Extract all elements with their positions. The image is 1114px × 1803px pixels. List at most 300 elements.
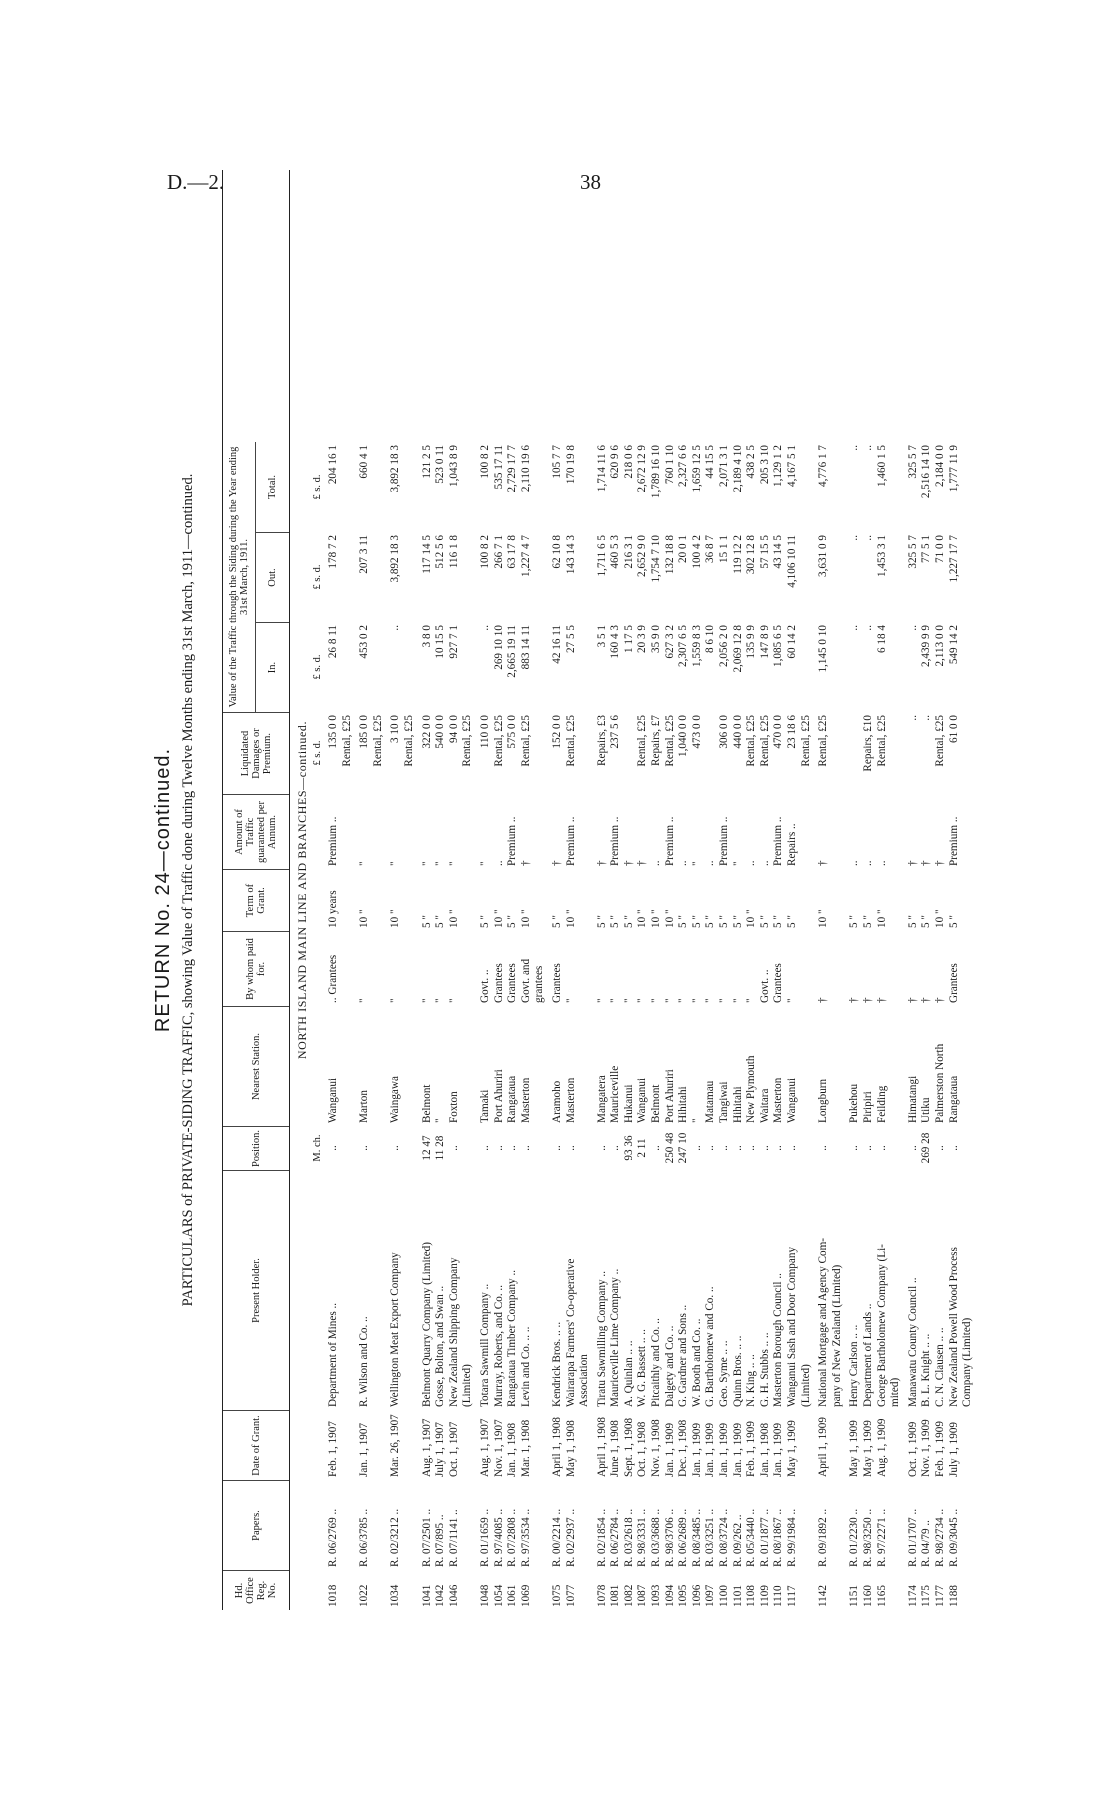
cell-date: Oct. 1, 1909	[906, 1421, 919, 1477]
cell-amount: Premium ..	[663, 816, 676, 866]
cell-pos: ..	[772, 1145, 785, 1151]
cell-station: Masterton	[564, 1077, 577, 1123]
cell-term: 5 "	[920, 915, 933, 928]
cell-tot: 760 1 10	[663, 445, 676, 485]
cell-holder: N. King .. ..	[745, 1354, 758, 1407]
cell-reg: 1160	[861, 1585, 874, 1607]
cell-pos: ..	[478, 1145, 491, 1151]
table-row	[862, 170, 876, 1610]
cell-term: 5 "	[690, 915, 703, 928]
cell-pos	[800, 1126, 814, 1170]
cell-date: Mar. 1, 1908	[519, 1419, 532, 1477]
cell-holder: C. N. Clausen .. ..	[933, 1327, 946, 1407]
cell-pos: ..	[690, 1145, 703, 1151]
cell-in	[403, 622, 417, 712]
cell-station: Belmont	[420, 1084, 433, 1123]
cell-papers: R. 06/2769 ..	[327, 1508, 339, 1567]
cell-in: 26 8 11	[327, 625, 339, 659]
cell-papers: R. 09/262 ..	[731, 1514, 744, 1567]
table-row	[434, 170, 448, 1610]
cell-tot: 2,516 14 10	[920, 445, 933, 499]
table-title: PARTICULARS of PRIVATE-SIDING TRAFFIC, showing Value of Traffic done during Twelve Months ending 31st March, 1911—continued.	[180, 473, 196, 1307]
cell-amount: Premium ..	[506, 816, 519, 866]
cell-tot: 205 3 10	[758, 445, 771, 485]
cell-reg: 1069	[519, 1584, 532, 1607]
unit-out: £ s. d.	[312, 564, 323, 590]
cell-station	[403, 1006, 417, 1126]
table-row	[876, 170, 890, 1610]
cell-papers: R. 08/3724 ..	[718, 1508, 731, 1567]
cell-term: 5 "	[434, 915, 447, 928]
cell-term: 10 "	[875, 909, 888, 928]
cell-holder: Wairarapa Farmers' Co-operative	[564, 1258, 577, 1407]
cell-holder: G. H. Stubbs .. ..	[758, 1332, 771, 1407]
cell-reg: 1094	[663, 1584, 676, 1607]
cell-tot	[372, 442, 386, 532]
table-row	[493, 170, 507, 1610]
cell-amount: "	[389, 861, 402, 866]
cell-liq: 1,040 0 0	[677, 715, 690, 757]
cell-tot: 218 0 6	[622, 445, 635, 479]
cell-term: 10 "	[358, 909, 371, 928]
cell-station	[800, 1006, 814, 1126]
cell-term	[800, 869, 814, 931]
cell-out: 1,754 7 10	[650, 535, 663, 583]
cell-pos: ..	[506, 1145, 519, 1151]
table-row	[817, 170, 831, 1610]
cell-station	[461, 1006, 475, 1126]
cell-amount: †	[817, 860, 830, 866]
cell-paid: "	[389, 998, 402, 1003]
cell-pos: ..	[327, 1145, 339, 1151]
cell-out: 325 5 7	[906, 535, 919, 569]
cell-holder: Manawatu County Council ..	[906, 1277, 919, 1407]
cell-tot: 170 19 8	[564, 445, 577, 485]
cell-liq: Rental, £25	[799, 715, 812, 767]
cell-station	[578, 1006, 592, 1126]
cell-tot	[578, 442, 592, 532]
cell-station: Port Ahuriri	[492, 1069, 505, 1123]
cell-reg: 1077	[564, 1584, 577, 1607]
cell-station	[341, 1006, 355, 1126]
table-row	[389, 170, 403, 1610]
cell-in	[961, 622, 975, 712]
cell-in: 10 15 5	[434, 625, 447, 659]
cell-date	[961, 1410, 975, 1480]
cell-reg: 1087	[636, 1584, 649, 1607]
cell-out	[961, 532, 975, 622]
cell-holder: Quinn Bros. .. ..	[731, 1335, 744, 1407]
cell-tot: 121 2 5	[420, 445, 433, 479]
cell-date: Aug. 1, 1907	[420, 1418, 433, 1477]
cell-amount: †	[595, 860, 608, 866]
cell-station: Wanganui	[786, 1077, 798, 1123]
cell-amount: †	[622, 860, 635, 866]
traffic-table	[222, 170, 975, 1610]
cell-out	[461, 532, 475, 622]
cell-paid: Grantees	[506, 963, 519, 1003]
cell-station: Himatangi	[906, 1075, 919, 1123]
cell-liq: 3 10 0	[389, 715, 402, 743]
cell-holder	[372, 1170, 386, 1410]
cell-reg	[372, 1570, 386, 1610]
cell-amount	[403, 794, 417, 869]
row-group	[421, 170, 475, 1610]
cell-holder: W. Booth and Co. ..	[690, 1318, 703, 1407]
cell-date: Jan. 1, 1908	[758, 1422, 771, 1477]
cell-tot: 620 9 6	[609, 445, 622, 479]
cell-papers: R. 06/2784 ..	[609, 1508, 622, 1567]
cell-amount: Premium ..	[718, 816, 731, 866]
cell-in: 135 9 9	[745, 625, 758, 659]
cell-amount	[341, 794, 355, 869]
cell-holder: Henry Carlson .. ..	[848, 1324, 861, 1407]
cell-holder: A. Quinlan .. ..	[622, 1340, 635, 1407]
cell-reg: 1041	[420, 1584, 433, 1607]
cell-term: 10 "	[492, 909, 505, 928]
cell-term	[533, 869, 547, 931]
cell-pos: ..	[447, 1145, 460, 1151]
cell-in: 1,559 8 3	[690, 625, 703, 667]
cell-reg: 1054	[492, 1584, 505, 1607]
cell-paid: "	[434, 998, 447, 1003]
cell-amount: ..	[492, 860, 505, 866]
cell-amount: ..	[677, 860, 690, 866]
cell-out: 512 5 6	[434, 535, 447, 569]
cell-holder: R. Wilson and Co. ..	[358, 1316, 371, 1407]
cell-date: Mar. 26, 1907	[389, 1414, 402, 1477]
cell-reg: 1165	[875, 1585, 888, 1607]
cell-paid: Govt. and	[519, 958, 532, 1003]
cell-liq	[889, 712, 903, 794]
cell-reg: 1082	[622, 1584, 635, 1607]
cell-date: Jan. 1, 1909	[690, 1422, 703, 1477]
cell-out: 1,227 17 7	[947, 535, 960, 583]
cell-liq: 470 0 0	[772, 715, 785, 749]
cell-date: May 1, 1909	[786, 1420, 798, 1477]
cell-papers	[578, 1480, 592, 1570]
cell-paid	[889, 931, 903, 1006]
cell-out: 116 1 8	[447, 535, 460, 569]
cell-paid: "	[650, 998, 663, 1003]
cell-amount: Premium ..	[772, 816, 785, 866]
cell-out: 15 1 1	[718, 535, 731, 563]
cell-out: 117 14 5	[420, 535, 433, 574]
table-row	[745, 170, 759, 1610]
cell-liq: 306 0 0	[718, 715, 731, 749]
cell-papers: R. 97/4085 ..	[492, 1508, 505, 1567]
cell-tot: 4,776 1 7	[817, 445, 830, 487]
table-row	[907, 170, 921, 1610]
cell-out: 3,631 0 9	[817, 535, 830, 577]
cell-station: Tangiwai	[718, 1081, 731, 1123]
cell-out	[341, 532, 355, 622]
cell-papers: R. 09/3045 ..	[947, 1508, 960, 1567]
cell-papers: R. 06/3785 ..	[358, 1508, 371, 1567]
cell-station: "	[434, 1118, 447, 1123]
cell-out: 143 14 3	[564, 535, 577, 575]
cell-amount	[578, 794, 592, 869]
cell-liq: Rental, £25	[402, 715, 415, 767]
cell-station: Belmont	[650, 1084, 663, 1123]
cell-tot: 2,071 3 1	[718, 445, 731, 487]
cell-out: 36 8 7	[704, 535, 717, 563]
cell-out: 63 17 8	[506, 535, 519, 569]
cell-pos	[341, 1126, 355, 1170]
cell-holder: Gosse, Bolton, and Swan ..	[434, 1285, 447, 1407]
cell-out: 20 0 1	[677, 535, 690, 563]
unit-liq: £ s. d.	[312, 740, 323, 766]
cell-station: Hukanui	[622, 1084, 635, 1123]
cell-holder: Kendrick Bros. .. ..	[550, 1321, 563, 1407]
table-row	[609, 170, 623, 1610]
cell-papers: R. 98/3250 ..	[861, 1508, 874, 1567]
cell-pos: ..	[861, 1145, 874, 1151]
cell-papers: R. 07/895 ..	[434, 1514, 447, 1567]
cell-tot: 535 17 11	[492, 445, 505, 490]
cell-pos: ..	[358, 1145, 371, 1151]
cell-paid	[961, 931, 975, 1006]
cell-pos: 2 11	[636, 1138, 649, 1158]
cell-date: Jan. 1, 1909	[704, 1422, 717, 1477]
cell-out: 302 12 8	[745, 535, 758, 575]
row-group	[907, 170, 975, 1610]
cell-holder: New Zealand Shipping Company	[447, 1257, 460, 1407]
cell-reg: 1175	[920, 1585, 933, 1607]
cell-reg: 1042	[434, 1584, 447, 1607]
cell-paid: †	[920, 997, 933, 1003]
cell-tot: ..	[848, 445, 861, 451]
cell-station	[961, 1006, 975, 1126]
cell-date: Nov. 1, 1907	[492, 1419, 505, 1477]
table-row	[327, 170, 341, 1610]
cell-amount: †	[550, 860, 563, 866]
cell-holder: G. Gardner and Sons ..	[677, 1304, 690, 1407]
cell-date: Jan. 1, 1909	[663, 1422, 676, 1477]
cell-reg: 1022	[358, 1584, 371, 1607]
cell-date: July 1, 1909	[947, 1421, 960, 1477]
cell-station: Marton	[358, 1090, 371, 1123]
cell-in: 627 3 2	[663, 625, 676, 659]
cell-holder: Tiratu Sawmilling Company ..	[595, 1270, 608, 1407]
table-row	[551, 170, 565, 1610]
table-row	[650, 170, 664, 1610]
cell-reg: 1188	[947, 1585, 960, 1607]
cell-term: 10 "	[564, 909, 577, 928]
cell-pos: ..	[817, 1145, 830, 1151]
cell-term: 5 "	[861, 915, 874, 928]
table-row	[461, 170, 475, 1610]
cell-date	[341, 1410, 355, 1480]
cell-holder: National Mortgage and Agency Com-	[817, 1237, 830, 1407]
page-number: 38	[580, 170, 601, 194]
cell-reg: 1034	[389, 1584, 402, 1607]
cell-date: Aug. 1, 1909	[875, 1418, 888, 1477]
table-row	[596, 170, 610, 1610]
table-row	[664, 170, 678, 1610]
cell-station: Mauriceville	[609, 1065, 622, 1123]
cell-station	[533, 1006, 547, 1126]
cell-paid: †	[933, 997, 946, 1003]
cell-paid: "	[622, 998, 635, 1003]
cell-out: 1,711 6 5	[595, 535, 608, 577]
cell-term: 10 "	[650, 909, 663, 928]
cell-pos	[372, 1126, 386, 1170]
cell-papers: R. 98/3706 ..	[663, 1508, 676, 1567]
cell-reg	[341, 1570, 355, 1610]
cell-out: 100 4 2	[690, 535, 703, 569]
cell-paid: Grantees	[492, 963, 505, 1003]
cell-liq: Repairs, £10	[861, 715, 874, 772]
cell-tot	[831, 442, 845, 532]
cell-amount	[889, 794, 903, 869]
cell-term: 5 "	[718, 915, 731, 928]
cell-papers: R. 98/2734 ..	[933, 1508, 946, 1567]
cell-paid: "	[636, 998, 649, 1003]
cell-papers: R. 05/3440 ..	[745, 1508, 758, 1567]
cell-pos: ..	[704, 1145, 717, 1151]
cell-holder: (Limited)	[799, 1364, 812, 1407]
cell-tot: ..	[861, 445, 874, 451]
cell-tot: 325 5 7	[906, 445, 919, 479]
cell-paid	[800, 931, 814, 1006]
cell-pos: ..	[875, 1145, 888, 1151]
table-row	[759, 170, 773, 1610]
cell-amount: Repairs ..	[786, 823, 798, 866]
header-position: Position.	[223, 1126, 289, 1170]
cell-pos: ..	[758, 1145, 771, 1151]
cell-liq: ..	[906, 715, 919, 721]
cell-paid: "	[786, 998, 798, 1003]
cell-liq	[848, 712, 862, 794]
cell-holder: Murray, Roberts, and Co. ..	[492, 1284, 505, 1407]
cell-in: 6 18 4	[875, 625, 888, 653]
cell-paid	[403, 931, 417, 1006]
cell-liq: Rental, £25	[371, 715, 384, 767]
cell-holder: W. G. Bassett .. ..	[636, 1329, 649, 1407]
table-body	[327, 170, 975, 1610]
cell-tot: 1,460 1 5	[875, 445, 888, 487]
cell-holder: Totara Sawmill Company ..	[478, 1283, 491, 1407]
cell-amount	[461, 794, 475, 869]
cell-holder: Wanganui Sash and Door Company	[786, 1246, 798, 1407]
cell-papers	[372, 1480, 386, 1570]
cell-in	[372, 622, 386, 712]
cell-pos: ..	[595, 1145, 608, 1151]
cell-tot: 523 0 11	[434, 445, 447, 484]
cell-papers: R. 07/2501 ..	[420, 1508, 433, 1567]
cell-term: 5 "	[595, 915, 608, 928]
cell-station: Wanganui	[327, 1077, 339, 1123]
cell-amount: "	[420, 861, 433, 866]
cell-in: 2,069 12 8	[731, 625, 744, 673]
cell-liq: 540 0 0	[434, 715, 447, 749]
cell-date: Jan. 1, 1908	[506, 1422, 519, 1477]
cell-in: 2,307 6 5	[677, 625, 690, 667]
cell-liq: 473 0 0	[690, 715, 703, 749]
table-row	[533, 170, 547, 1610]
cell-paid: .. Grantees	[327, 954, 339, 1003]
cell-pos: ..	[492, 1145, 505, 1151]
table-row	[961, 170, 975, 1610]
header-total: Total.	[267, 474, 278, 500]
cell-station: Port Ahuriri	[663, 1069, 676, 1123]
cell-in: 2,113 0 0	[933, 625, 946, 667]
cell-pos: ..	[550, 1145, 563, 1151]
cell-date: Nov. 1, 1909	[920, 1419, 933, 1477]
cell-holder: Geo. Syme .. ..	[718, 1340, 731, 1407]
cell-holder: Company (Limited)	[961, 1317, 974, 1407]
cell-paid	[578, 931, 592, 1006]
cell-date: Feb. 1, 1909	[933, 1421, 946, 1477]
cell-out: ..	[861, 535, 874, 541]
unit-pos: M. ch.	[312, 1134, 323, 1162]
cell-pos	[578, 1126, 592, 1170]
cell-reg	[831, 1570, 845, 1610]
cell-in	[831, 622, 845, 712]
cell-pos: ..	[731, 1145, 744, 1151]
cell-holder: Wellington Meat Export Company	[389, 1252, 402, 1407]
cell-date: July 1, 1907	[434, 1421, 447, 1477]
cell-date: June 1, 1908	[609, 1420, 622, 1477]
cell-reg: 1117	[786, 1585, 798, 1607]
cell-reg: 1108	[745, 1585, 758, 1607]
row-group	[596, 170, 814, 1610]
cell-liq: 94 0 0	[447, 715, 460, 743]
cell-term: 5 "	[731, 915, 744, 928]
cell-tot	[341, 442, 355, 532]
cell-reg: 1109	[758, 1585, 771, 1607]
cell-out: 100 8 2	[478, 535, 491, 569]
cell-tot: 100 8 2	[478, 445, 491, 479]
cell-pos: ..	[786, 1145, 798, 1151]
cell-amount: "	[358, 861, 371, 866]
cell-paid: †	[848, 997, 861, 1003]
cell-term: 5 "	[420, 915, 433, 928]
cell-liq: Rental, £25	[564, 715, 577, 767]
cell-papers: R. 08/1867 ..	[772, 1508, 785, 1567]
cell-term: 10 "	[663, 909, 676, 928]
cell-paid: "	[358, 998, 371, 1003]
return-title: RETURN No. 24—continued.	[152, 747, 174, 1033]
cell-reg: 1048	[478, 1584, 491, 1607]
cell-date	[831, 1410, 845, 1480]
cell-reg: 1081	[609, 1584, 622, 1607]
cell-paid: "	[447, 998, 460, 1003]
cell-out: 1,227 4 7	[519, 535, 532, 577]
cell-liq: 185 0 0	[358, 715, 371, 749]
cell-papers: R. 02/3212 ..	[389, 1508, 402, 1567]
cell-date	[372, 1410, 386, 1480]
cell-amount	[961, 794, 975, 869]
cell-holder: Levin and Co. .. ..	[519, 1326, 532, 1407]
cell-holder: mited)	[889, 1377, 902, 1407]
cell-tot	[533, 442, 547, 532]
cell-term: 10 "	[447, 909, 460, 928]
cell-holder: New Zealand Powell Wood Process	[947, 1247, 960, 1407]
cell-tot: 438 2 5	[745, 445, 758, 479]
cell-term	[341, 869, 355, 931]
cell-in: 269 10 10	[492, 625, 505, 670]
cell-station	[889, 1006, 903, 1126]
cell-in	[341, 622, 355, 712]
cell-station: Waitara	[758, 1088, 771, 1123]
cell-term: 10 "	[636, 909, 649, 928]
cell-date: April 1, 1908	[550, 1417, 563, 1477]
table-row	[372, 170, 386, 1610]
row-group	[817, 170, 844, 1610]
table-row	[718, 170, 732, 1610]
